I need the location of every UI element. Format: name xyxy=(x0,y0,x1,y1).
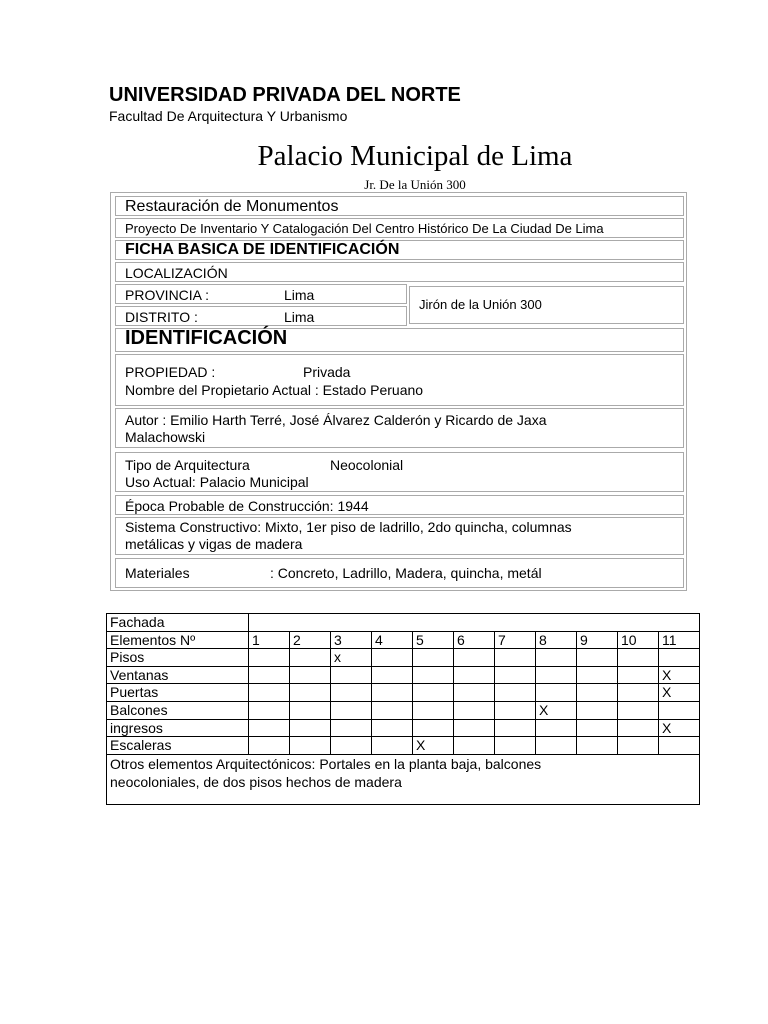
table-cell xyxy=(454,649,495,667)
otros-row xyxy=(107,754,700,804)
fachada-empty xyxy=(249,614,700,632)
row-label: Puertas xyxy=(107,684,249,702)
table-row xyxy=(107,684,700,702)
table-cell xyxy=(372,719,413,737)
row-label: Pisos xyxy=(107,649,249,667)
table-row xyxy=(107,719,700,737)
course-row xyxy=(115,196,684,216)
table-cell xyxy=(331,737,372,755)
materiales-label: Materiales xyxy=(125,565,190,581)
identificacion-heading: IDENTIFICACIÓN xyxy=(125,327,288,349)
table-cell xyxy=(454,737,495,755)
elementos-rows xyxy=(107,649,700,755)
table-cell xyxy=(331,701,372,719)
table-cell xyxy=(413,684,454,702)
table-cell xyxy=(618,737,659,755)
table-cell xyxy=(290,649,331,667)
ficha-heading-row xyxy=(115,240,684,260)
provincia-value: Lima xyxy=(284,287,315,303)
table-cell xyxy=(536,719,577,737)
propiedad-label: PROPIEDAD : xyxy=(125,364,216,380)
table-cell xyxy=(618,684,659,702)
ficha-heading: FICHA BASICA DE IDENTIFICACIÓN xyxy=(125,241,400,258)
column-number: 8 xyxy=(536,631,577,649)
table-cell xyxy=(454,701,495,719)
table-cell: X xyxy=(659,666,700,684)
table-cell xyxy=(249,737,290,755)
table-cell xyxy=(413,719,454,737)
localizacion-row xyxy=(115,262,684,282)
table-cell xyxy=(577,737,618,755)
table-cell xyxy=(249,684,290,702)
table-cell xyxy=(331,666,372,684)
table-cell xyxy=(290,684,331,702)
table-cell xyxy=(372,649,413,667)
table-row xyxy=(107,737,700,755)
table-cell xyxy=(413,701,454,719)
table-row xyxy=(107,649,700,667)
table-cell xyxy=(577,701,618,719)
table-cell xyxy=(249,666,290,684)
table-cell xyxy=(577,649,618,667)
table-cell xyxy=(454,684,495,702)
column-number: 11 xyxy=(659,631,700,649)
table-cell xyxy=(413,666,454,684)
table-cell xyxy=(331,684,372,702)
materiales-value: : Concreto, Ladrillo, Madera, quincha, metál xyxy=(270,565,542,581)
table-cell xyxy=(495,719,536,737)
otros-elementos xyxy=(107,754,700,804)
table-cell: X xyxy=(536,701,577,719)
table-cell xyxy=(577,719,618,737)
table-cell xyxy=(618,719,659,737)
sistema-line-1: Sistema Constructivo: Mixto, 1er piso de ladrillo, 2do quincha, columnas xyxy=(125,519,572,535)
table-cell: X xyxy=(659,684,700,702)
distrito-value: Lima xyxy=(284,309,315,325)
localizacion-label: LOCALIZACIÓN xyxy=(125,265,228,281)
otros-line-2: neocoloniales, de dos pisos hechos de madera xyxy=(110,773,402,790)
table-cell xyxy=(577,666,618,684)
table-cell xyxy=(249,701,290,719)
table-cell xyxy=(372,666,413,684)
column-number: 7 xyxy=(495,631,536,649)
otros-line-1: Otros elementos Arquitectónicos: Portales en la planta baja, balcones xyxy=(110,755,542,772)
identificacion-row xyxy=(115,328,684,352)
table-cell xyxy=(249,719,290,737)
propiedad-row xyxy=(115,354,684,406)
column-number: 1 xyxy=(249,631,290,649)
row-label: Balcones xyxy=(107,701,249,719)
table-cell xyxy=(577,684,618,702)
table-cell xyxy=(290,701,331,719)
table-cell xyxy=(495,684,536,702)
table-cell xyxy=(659,701,700,719)
column-number: 3 xyxy=(331,631,372,649)
university-name: UNIVERSIDAD PRIVADA DEL NORTE xyxy=(109,84,461,106)
table-cell xyxy=(495,737,536,755)
document-address: Jr. De la Unión 300 xyxy=(364,177,466,192)
elementos-table xyxy=(106,613,700,805)
provincia-row xyxy=(115,284,407,304)
table-cell xyxy=(495,666,536,684)
faculty-name: Facultad De Arquitectura Y Urbanismo xyxy=(109,108,348,124)
row-label: Ventanas xyxy=(107,666,249,684)
direccion-box xyxy=(409,286,684,324)
table-cell xyxy=(618,666,659,684)
autor-line-2: Malachowski xyxy=(125,429,206,445)
tipo-row xyxy=(115,452,684,492)
table-cell xyxy=(413,649,454,667)
elementos-header-label: Elementos Nº xyxy=(107,631,249,649)
distrito-row xyxy=(115,306,407,326)
materiales-row xyxy=(115,558,684,588)
table-cell xyxy=(372,684,413,702)
autor-line-1: Autor : Emilio Harth Terré, José Álvarez Calderón y Ricardo de Jaxa xyxy=(125,412,547,428)
table-cell: X xyxy=(413,737,454,755)
provincia-label: PROVINCIA : xyxy=(125,287,210,303)
column-number: 5 xyxy=(413,631,454,649)
project-name: Proyecto De Inventario Y Catalogación Del Centro Histórico De La Ciudad De Lima xyxy=(125,221,604,236)
table-cell xyxy=(372,737,413,755)
table-cell xyxy=(618,701,659,719)
sistema-line-2: metálicas y vigas de madera xyxy=(125,536,303,552)
epoca-line: Época Probable de Construcción: 1944 xyxy=(125,498,369,514)
column-number: 10 xyxy=(618,631,659,649)
propiedad-value: Privada xyxy=(303,364,351,380)
table-cell xyxy=(454,666,495,684)
fachada-label: Fachada xyxy=(107,614,249,632)
uso-line: Uso Actual: Palacio Municipal xyxy=(125,474,309,490)
tipo-value: Neocolonial xyxy=(330,457,404,473)
table-cell: X xyxy=(659,719,700,737)
course-name: Restauración de Monumentos xyxy=(125,198,339,215)
row-label: Escaleras xyxy=(107,737,249,755)
propietario-line: Nombre del Propietario Actual : Estado Peruano xyxy=(125,382,424,398)
table-cell xyxy=(495,649,536,667)
table-cell xyxy=(495,701,536,719)
column-number: 6 xyxy=(454,631,495,649)
column-number: 4 xyxy=(372,631,413,649)
table-cell xyxy=(536,666,577,684)
fachada-row xyxy=(107,614,700,632)
row-label: ingresos xyxy=(107,719,249,737)
elementos-header-row xyxy=(107,631,700,649)
table-cell xyxy=(659,649,700,667)
table-cell xyxy=(536,684,577,702)
table-cell xyxy=(372,701,413,719)
column-number: 9 xyxy=(577,631,618,649)
autor-row xyxy=(115,408,684,448)
table-cell xyxy=(249,649,290,667)
ficha-basica xyxy=(110,192,687,591)
table-cell xyxy=(454,719,495,737)
distrito-label: DISTRITO : xyxy=(125,309,198,325)
project-row xyxy=(115,218,684,238)
tipo-label: Tipo de Arquitectura xyxy=(125,457,250,473)
table-cell xyxy=(659,737,700,755)
table-cell xyxy=(331,719,372,737)
table-cell xyxy=(290,719,331,737)
table-cell xyxy=(618,649,659,667)
table-row xyxy=(107,666,700,684)
table-cell xyxy=(536,649,577,667)
table-cell: x xyxy=(331,649,372,667)
epoca-row xyxy=(115,495,684,515)
table-row xyxy=(107,701,700,719)
sistema-row xyxy=(115,517,684,555)
column-number: 2 xyxy=(290,631,331,649)
document-title: Palacio Municipal de Lima xyxy=(257,140,573,172)
direccion-value: Jirón de la Unión 300 xyxy=(419,297,542,312)
table-cell xyxy=(536,737,577,755)
table-cell xyxy=(290,666,331,684)
table-cell xyxy=(290,737,331,755)
